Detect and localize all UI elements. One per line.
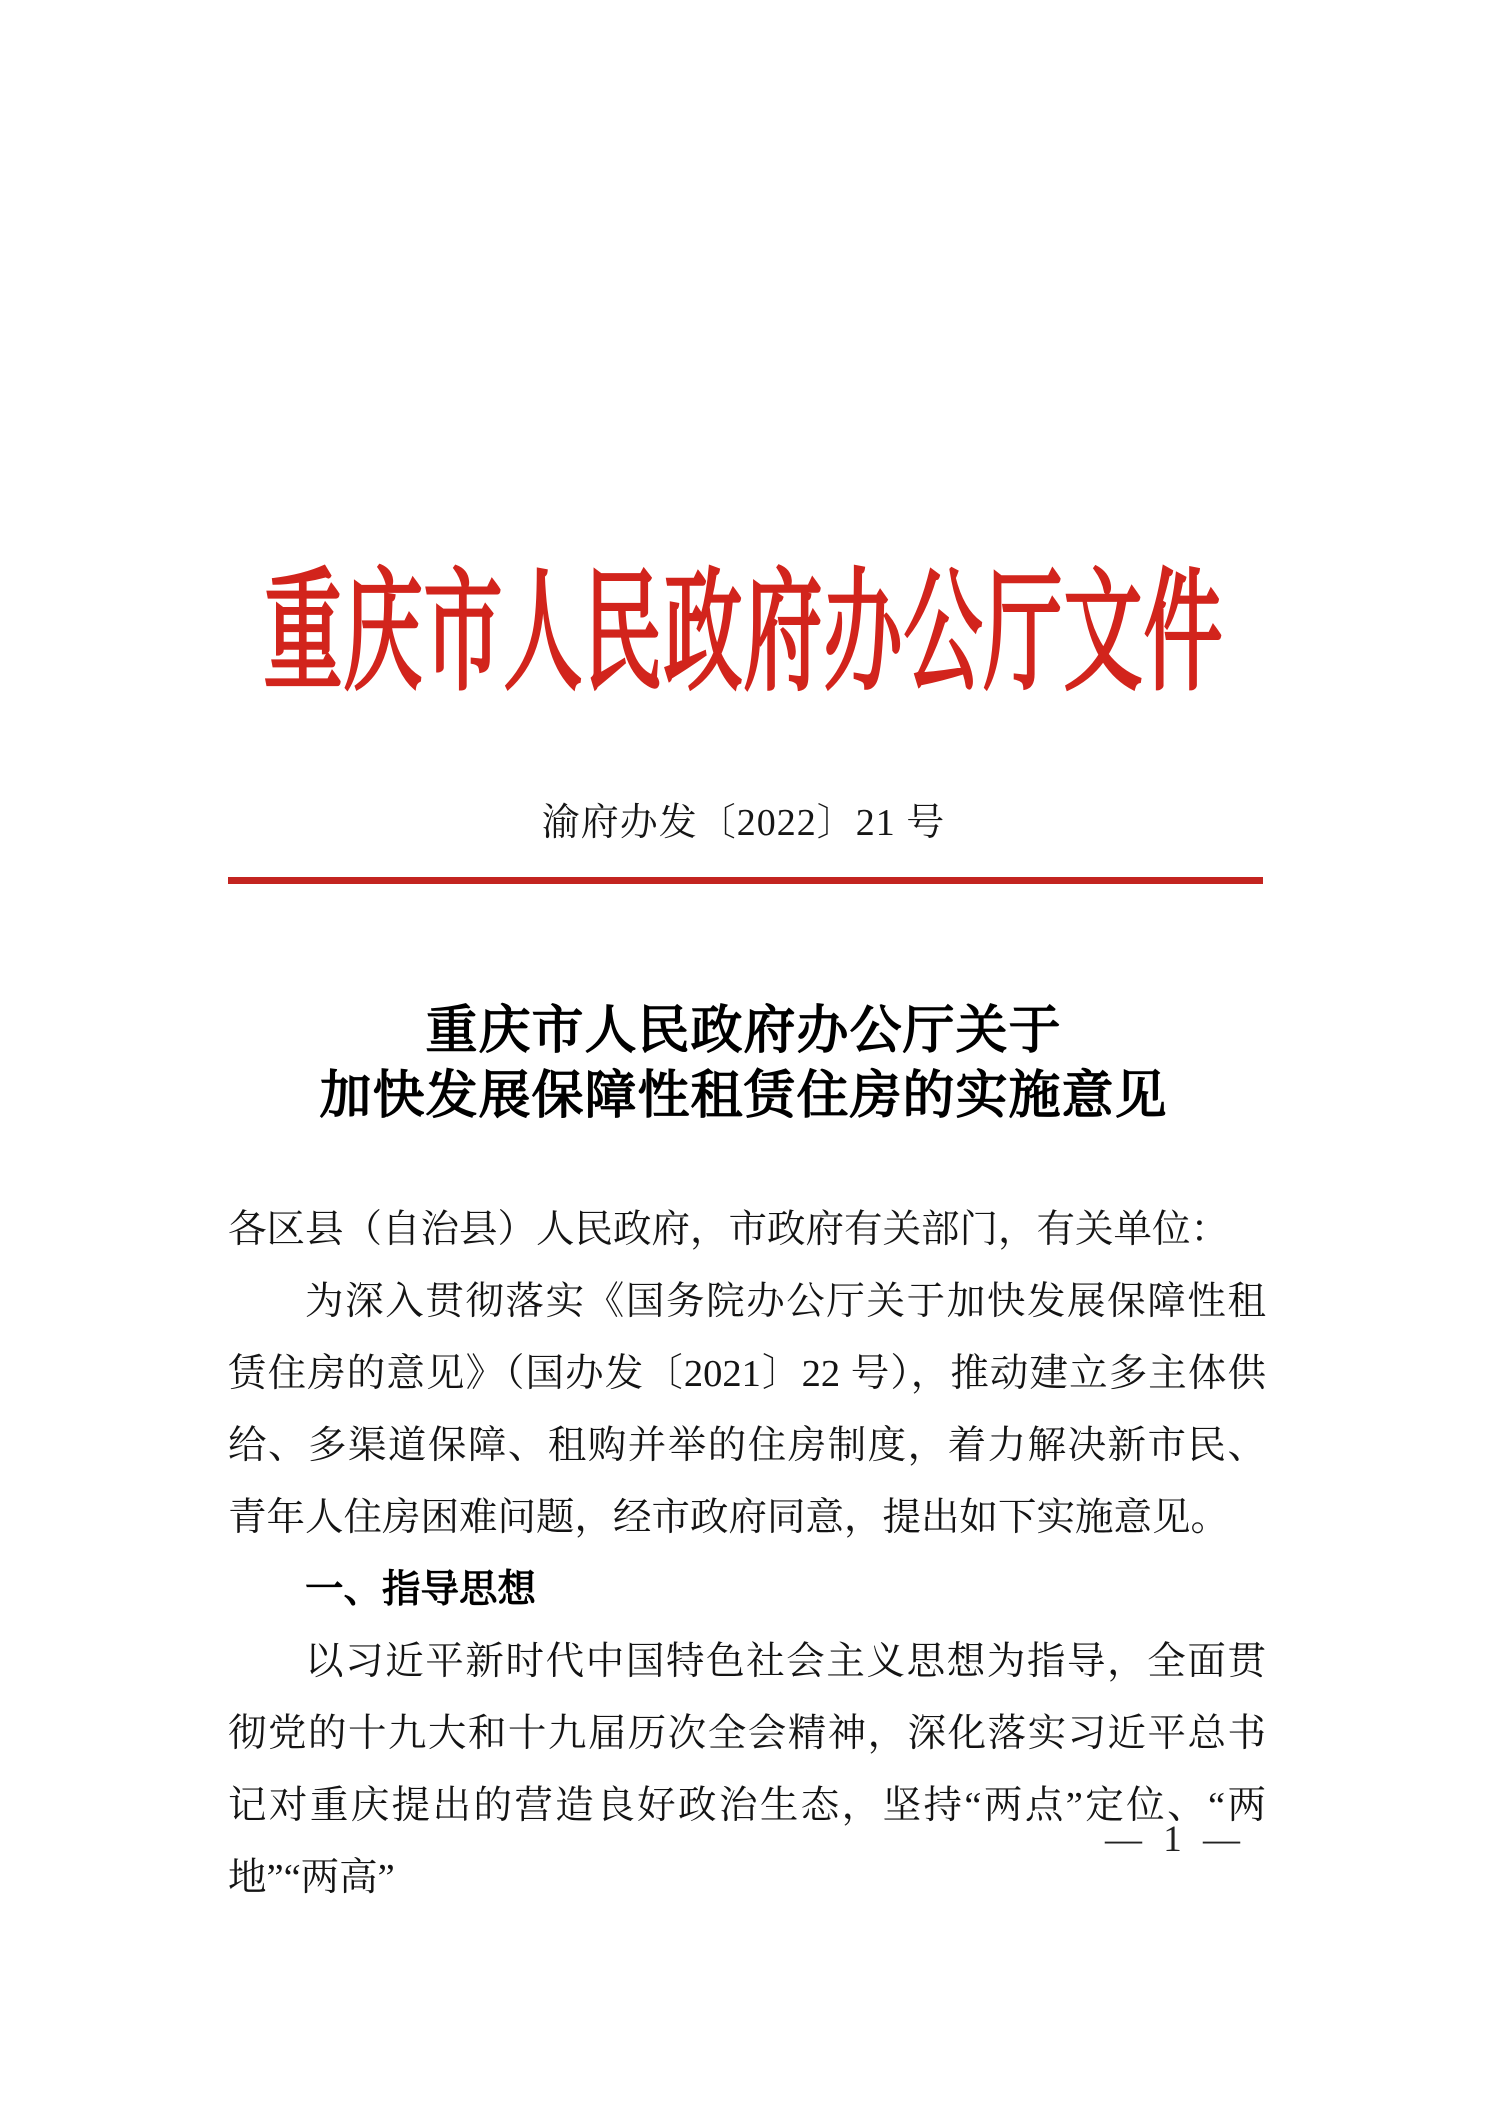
document-number: 渝府办发〔2022〕21 号 (541, 802, 946, 844)
letterhead-title: 重庆市人民政府办公厅文件 (263, 562, 1224, 709)
section-paragraph: 以习近平新时代中国特色社会主义思想为指导，全面贯彻党的十九大和十九届历次全会精神，深化落实习近平总书记对重庆提出的营造良好政治生态，坚持“两点”定位、“两地”“两高” (228, 1641, 1266, 1899)
section-heading: 一、指导思想 (305, 1568, 537, 1611)
document-title-line-1: 重庆市人民政府办公厅关于 (425, 1003, 1062, 1060)
document-title (0, 999, 1487, 1129)
letterhead (0, 542, 1487, 709)
document-title-line-2: 加快发展保障性租赁住房的实施意见 (319, 1068, 1168, 1125)
page-number: — 1 — (1105, 1819, 1246, 1860)
letterhead-divider-rule (228, 877, 1263, 884)
document-body (228, 1194, 1266, 1914)
body-paragraph: 为深入贯彻落实《国务院办公厅关于加快发展保障性租赁住房的意见》（国办发〔2021〕22 号），推动建立多主体供给、多渠道保障、租购并举的住房制度，着力解决新市民、青年人住房困难问题，经市政府同意，提出如下实施意见。 (228, 1281, 1266, 1539)
salutation-line: 各区县（自治县）人民政府，市政府有关部门，有关单位： (228, 1209, 1230, 1251)
